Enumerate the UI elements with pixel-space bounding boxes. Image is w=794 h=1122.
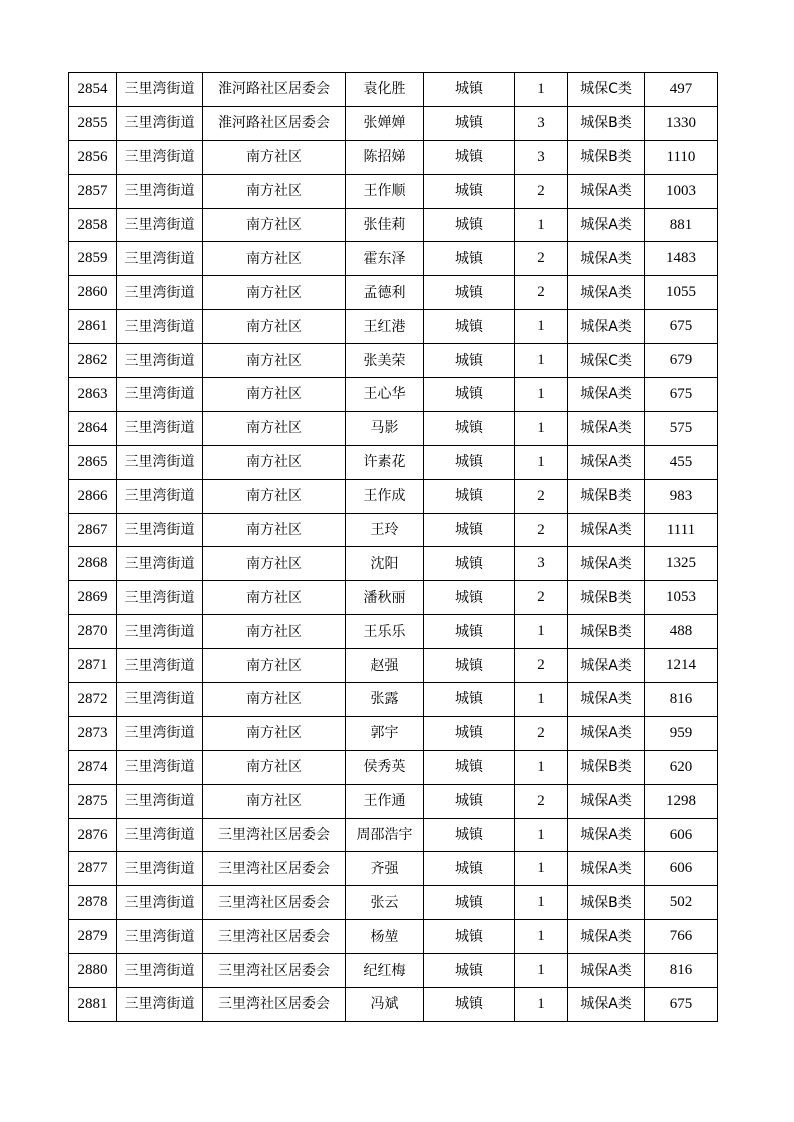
street-cell: 三里湾街道 <box>117 411 203 445</box>
name-cell: 郭宇 <box>346 716 424 750</box>
amount-cell: 1055 <box>645 276 718 310</box>
row-number-cell: 2858 <box>69 208 117 242</box>
insurance-category-cell: 城保A类 <box>568 784 645 818</box>
area-type-cell: 城镇 <box>424 581 515 615</box>
table-row <box>69 73 718 107</box>
community-cell: 南方社区 <box>203 479 346 513</box>
street-cell: 三里湾街道 <box>117 547 203 581</box>
name-cell: 王玲 <box>346 513 424 547</box>
community-cell: 南方社区 <box>203 411 346 445</box>
row-number-cell: 2857 <box>69 174 117 208</box>
street-cell: 三里湾街道 <box>117 378 203 412</box>
amount-cell: 1325 <box>645 547 718 581</box>
insurance-category-cell: 城保A类 <box>568 513 645 547</box>
street-cell: 三里湾街道 <box>117 174 203 208</box>
area-type-cell: 城镇 <box>424 106 515 140</box>
amount-cell: 1053 <box>645 581 718 615</box>
insurance-category-cell: 城保B类 <box>568 750 645 784</box>
insurance-category-cell: 城保A类 <box>568 310 645 344</box>
community-cell: 南方社区 <box>203 276 346 310</box>
insurance-category-cell: 城保B类 <box>568 615 645 649</box>
table-row <box>69 242 718 276</box>
table-row <box>69 344 718 378</box>
table-row <box>69 988 718 1022</box>
insurance-category-cell: 城保A类 <box>568 954 645 988</box>
household-count-cell: 3 <box>515 547 568 581</box>
household-count-cell: 1 <box>515 683 568 717</box>
community-cell: 三里湾社区居委会 <box>203 886 346 920</box>
community-cell: 三里湾社区居委会 <box>203 920 346 954</box>
table-row <box>69 513 718 547</box>
row-number-cell: 2860 <box>69 276 117 310</box>
name-cell: 张云 <box>346 886 424 920</box>
table-row <box>69 411 718 445</box>
insurance-category-cell: 城保B类 <box>568 479 645 513</box>
table-row <box>69 174 718 208</box>
area-type-cell: 城镇 <box>424 174 515 208</box>
name-cell: 张婵婵 <box>346 106 424 140</box>
name-cell: 霍东泽 <box>346 242 424 276</box>
amount-cell: 881 <box>645 208 718 242</box>
insurance-category-cell: 城保B类 <box>568 140 645 174</box>
area-type-cell: 城镇 <box>424 276 515 310</box>
community-cell: 南方社区 <box>203 683 346 717</box>
row-number-cell: 2881 <box>69 988 117 1022</box>
table-row <box>69 615 718 649</box>
street-cell: 三里湾街道 <box>117 106 203 140</box>
street-cell: 三里湾街道 <box>117 615 203 649</box>
household-count-cell: 2 <box>515 513 568 547</box>
street-cell: 三里湾街道 <box>117 988 203 1022</box>
name-cell: 王乐乐 <box>346 615 424 649</box>
amount-cell: 816 <box>645 954 718 988</box>
row-number-cell: 2868 <box>69 547 117 581</box>
name-cell: 张佳莉 <box>346 208 424 242</box>
row-number-cell: 2866 <box>69 479 117 513</box>
amount-cell: 1298 <box>645 784 718 818</box>
area-type-cell: 城镇 <box>424 852 515 886</box>
row-number-cell: 2871 <box>69 649 117 683</box>
household-count-cell: 2 <box>515 479 568 513</box>
row-number-cell: 2864 <box>69 411 117 445</box>
area-type-cell: 城镇 <box>424 615 515 649</box>
name-cell: 陈招娣 <box>346 140 424 174</box>
insurance-category-cell: 城保A类 <box>568 649 645 683</box>
street-cell: 三里湾街道 <box>117 649 203 683</box>
table-row <box>69 581 718 615</box>
row-number-cell: 2876 <box>69 818 117 852</box>
row-number-cell: 2870 <box>69 615 117 649</box>
name-cell: 侯秀英 <box>346 750 424 784</box>
amount-cell: 679 <box>645 344 718 378</box>
name-cell: 潘秋丽 <box>346 581 424 615</box>
household-count-cell: 2 <box>515 174 568 208</box>
household-count-cell: 2 <box>515 784 568 818</box>
name-cell: 孟德利 <box>346 276 424 310</box>
household-count-cell: 1 <box>515 411 568 445</box>
name-cell: 齐强 <box>346 852 424 886</box>
row-number-cell: 2875 <box>69 784 117 818</box>
amount-cell: 606 <box>645 852 718 886</box>
row-number-cell: 2862 <box>69 344 117 378</box>
household-count-cell: 1 <box>515 615 568 649</box>
community-cell: 南方社区 <box>203 208 346 242</box>
household-count-cell: 1 <box>515 344 568 378</box>
table-row <box>69 750 718 784</box>
amount-cell: 620 <box>645 750 718 784</box>
table-row <box>69 479 718 513</box>
row-number-cell: 2869 <box>69 581 117 615</box>
table-row <box>69 920 718 954</box>
area-type-cell: 城镇 <box>424 208 515 242</box>
table-row <box>69 683 718 717</box>
street-cell: 三里湾街道 <box>117 479 203 513</box>
name-cell: 沈阳 <box>346 547 424 581</box>
name-cell: 王红港 <box>346 310 424 344</box>
community-cell: 南方社区 <box>203 547 346 581</box>
row-number-cell: 2873 <box>69 716 117 750</box>
community-cell: 南方社区 <box>203 378 346 412</box>
table-row <box>69 547 718 581</box>
amount-cell: 1330 <box>645 106 718 140</box>
amount-cell: 502 <box>645 886 718 920</box>
street-cell: 三里湾街道 <box>117 886 203 920</box>
community-cell: 三里湾社区居委会 <box>203 954 346 988</box>
area-type-cell: 城镇 <box>424 683 515 717</box>
name-cell: 周邵浩宇 <box>346 818 424 852</box>
household-count-cell: 1 <box>515 886 568 920</box>
community-cell: 三里湾社区居委会 <box>203 818 346 852</box>
table-row <box>69 852 718 886</box>
area-type-cell: 城镇 <box>424 513 515 547</box>
table-row <box>69 886 718 920</box>
insurance-category-cell: 城保A类 <box>568 852 645 886</box>
community-cell: 南方社区 <box>203 344 346 378</box>
area-type-cell: 城镇 <box>424 445 515 479</box>
community-cell: 淮河路社区居委会 <box>203 106 346 140</box>
row-number-cell: 2867 <box>69 513 117 547</box>
community-cell: 南方社区 <box>203 581 346 615</box>
area-type-cell: 城镇 <box>424 73 515 107</box>
street-cell: 三里湾街道 <box>117 513 203 547</box>
street-cell: 三里湾街道 <box>117 73 203 107</box>
area-type-cell: 城镇 <box>424 649 515 683</box>
street-cell: 三里湾街道 <box>117 818 203 852</box>
amount-cell: 983 <box>645 479 718 513</box>
insurance-category-cell: 城保A类 <box>568 174 645 208</box>
name-cell: 袁化胜 <box>346 73 424 107</box>
community-cell: 南方社区 <box>203 750 346 784</box>
name-cell: 纪红梅 <box>346 954 424 988</box>
data-table <box>68 72 718 1022</box>
name-cell: 王作成 <box>346 479 424 513</box>
row-number-cell: 2859 <box>69 242 117 276</box>
row-number-cell: 2863 <box>69 378 117 412</box>
amount-cell: 959 <box>645 716 718 750</box>
table-row <box>69 818 718 852</box>
insurance-category-cell: 城保A类 <box>568 716 645 750</box>
amount-cell: 606 <box>645 818 718 852</box>
household-count-cell: 1 <box>515 378 568 412</box>
street-cell: 三里湾街道 <box>117 683 203 717</box>
street-cell: 三里湾街道 <box>117 716 203 750</box>
community-cell: 南方社区 <box>203 242 346 276</box>
household-count-cell: 1 <box>515 208 568 242</box>
insurance-category-cell: 城保A类 <box>568 411 645 445</box>
area-type-cell: 城镇 <box>424 886 515 920</box>
amount-cell: 675 <box>645 988 718 1022</box>
insurance-category-cell: 城保B类 <box>568 886 645 920</box>
insurance-category-cell: 城保C类 <box>568 73 645 107</box>
community-cell: 南方社区 <box>203 513 346 547</box>
name-cell: 马影 <box>346 411 424 445</box>
street-cell: 三里湾街道 <box>117 852 203 886</box>
community-cell: 南方社区 <box>203 140 346 174</box>
table-row <box>69 106 718 140</box>
insurance-category-cell: 城保B类 <box>568 106 645 140</box>
area-type-cell: 城镇 <box>424 954 515 988</box>
community-cell: 三里湾社区居委会 <box>203 988 346 1022</box>
area-type-cell: 城镇 <box>424 784 515 818</box>
street-cell: 三里湾街道 <box>117 276 203 310</box>
name-cell: 赵强 <box>346 649 424 683</box>
household-count-cell: 1 <box>515 954 568 988</box>
community-cell: 淮河路社区居委会 <box>203 73 346 107</box>
amount-cell: 675 <box>645 378 718 412</box>
street-cell: 三里湾街道 <box>117 344 203 378</box>
name-cell: 张露 <box>346 683 424 717</box>
insurance-category-cell: 城保A类 <box>568 378 645 412</box>
area-type-cell: 城镇 <box>424 920 515 954</box>
table-row <box>69 716 718 750</box>
table-row <box>69 378 718 412</box>
row-number-cell: 2872 <box>69 683 117 717</box>
community-cell: 南方社区 <box>203 174 346 208</box>
row-number-cell: 2880 <box>69 954 117 988</box>
area-type-cell: 城镇 <box>424 344 515 378</box>
name-cell: 许素花 <box>346 445 424 479</box>
community-cell: 南方社区 <box>203 784 346 818</box>
household-count-cell: 2 <box>515 276 568 310</box>
community-cell: 南方社区 <box>203 445 346 479</box>
household-count-cell: 2 <box>515 716 568 750</box>
community-cell: 南方社区 <box>203 716 346 750</box>
household-count-cell: 1 <box>515 852 568 886</box>
street-cell: 三里湾街道 <box>117 208 203 242</box>
household-count-cell: 1 <box>515 750 568 784</box>
household-count-cell: 1 <box>515 920 568 954</box>
household-count-cell: 1 <box>515 310 568 344</box>
amount-cell: 455 <box>645 445 718 479</box>
household-count-cell: 1 <box>515 73 568 107</box>
insurance-category-cell: 城保A类 <box>568 988 645 1022</box>
row-number-cell: 2854 <box>69 73 117 107</box>
amount-cell: 1483 <box>645 242 718 276</box>
household-count-cell: 2 <box>515 242 568 276</box>
table-row <box>69 310 718 344</box>
street-cell: 三里湾街道 <box>117 954 203 988</box>
insurance-category-cell: 城保A类 <box>568 547 645 581</box>
table-row <box>69 784 718 818</box>
table-row <box>69 954 718 988</box>
street-cell: 三里湾街道 <box>117 581 203 615</box>
insurance-category-cell: 城保A类 <box>568 683 645 717</box>
insurance-category-cell: 城保A类 <box>568 242 645 276</box>
area-type-cell: 城镇 <box>424 716 515 750</box>
amount-cell: 1111 <box>645 513 718 547</box>
table-row <box>69 140 718 174</box>
household-count-cell: 2 <box>515 649 568 683</box>
area-type-cell: 城镇 <box>424 818 515 852</box>
community-cell: 三里湾社区居委会 <box>203 852 346 886</box>
household-count-cell: 3 <box>515 140 568 174</box>
row-number-cell: 2877 <box>69 852 117 886</box>
street-cell: 三里湾街道 <box>117 784 203 818</box>
name-cell: 王作通 <box>346 784 424 818</box>
household-count-cell: 1 <box>515 445 568 479</box>
household-count-cell: 3 <box>515 106 568 140</box>
table-row <box>69 208 718 242</box>
amount-cell: 675 <box>645 310 718 344</box>
insurance-category-cell: 城保A类 <box>568 276 645 310</box>
row-number-cell: 2855 <box>69 106 117 140</box>
area-type-cell: 城镇 <box>424 547 515 581</box>
insurance-category-cell: 城保A类 <box>568 818 645 852</box>
table-row <box>69 649 718 683</box>
area-type-cell: 城镇 <box>424 310 515 344</box>
household-count-cell: 1 <box>515 818 568 852</box>
amount-cell: 497 <box>645 73 718 107</box>
name-cell: 王作顺 <box>346 174 424 208</box>
row-number-cell: 2865 <box>69 445 117 479</box>
area-type-cell: 城镇 <box>424 242 515 276</box>
insurance-category-cell: 城保A类 <box>568 445 645 479</box>
name-cell: 张美荣 <box>346 344 424 378</box>
amount-cell: 488 <box>645 615 718 649</box>
name-cell: 杨堃 <box>346 920 424 954</box>
insurance-category-cell: 城保C类 <box>568 344 645 378</box>
area-type-cell: 城镇 <box>424 140 515 174</box>
area-type-cell: 城镇 <box>424 479 515 513</box>
row-number-cell: 2874 <box>69 750 117 784</box>
amount-cell: 575 <box>645 411 718 445</box>
area-type-cell: 城镇 <box>424 411 515 445</box>
row-number-cell: 2878 <box>69 886 117 920</box>
insurance-category-cell: 城保B类 <box>568 581 645 615</box>
household-count-cell: 1 <box>515 988 568 1022</box>
table-body <box>69 73 718 1022</box>
table-row <box>69 445 718 479</box>
insurance-category-cell: 城保A类 <box>568 920 645 954</box>
area-type-cell: 城镇 <box>424 750 515 784</box>
street-cell: 三里湾街道 <box>117 310 203 344</box>
street-cell: 三里湾街道 <box>117 750 203 784</box>
amount-cell: 766 <box>645 920 718 954</box>
street-cell: 三里湾街道 <box>117 445 203 479</box>
street-cell: 三里湾街道 <box>117 140 203 174</box>
table-row <box>69 276 718 310</box>
amount-cell: 816 <box>645 683 718 717</box>
household-count-cell: 2 <box>515 581 568 615</box>
row-number-cell: 2879 <box>69 920 117 954</box>
amount-cell: 1110 <box>645 140 718 174</box>
insurance-category-cell: 城保A类 <box>568 208 645 242</box>
row-number-cell: 2856 <box>69 140 117 174</box>
area-type-cell: 城镇 <box>424 378 515 412</box>
community-cell: 南方社区 <box>203 310 346 344</box>
name-cell: 王心华 <box>346 378 424 412</box>
amount-cell: 1214 <box>645 649 718 683</box>
name-cell: 冯斌 <box>346 988 424 1022</box>
area-type-cell: 城镇 <box>424 988 515 1022</box>
street-cell: 三里湾街道 <box>117 920 203 954</box>
amount-cell: 1003 <box>645 174 718 208</box>
row-number-cell: 2861 <box>69 310 117 344</box>
street-cell: 三里湾街道 <box>117 242 203 276</box>
community-cell: 南方社区 <box>203 649 346 683</box>
community-cell: 南方社区 <box>203 615 346 649</box>
